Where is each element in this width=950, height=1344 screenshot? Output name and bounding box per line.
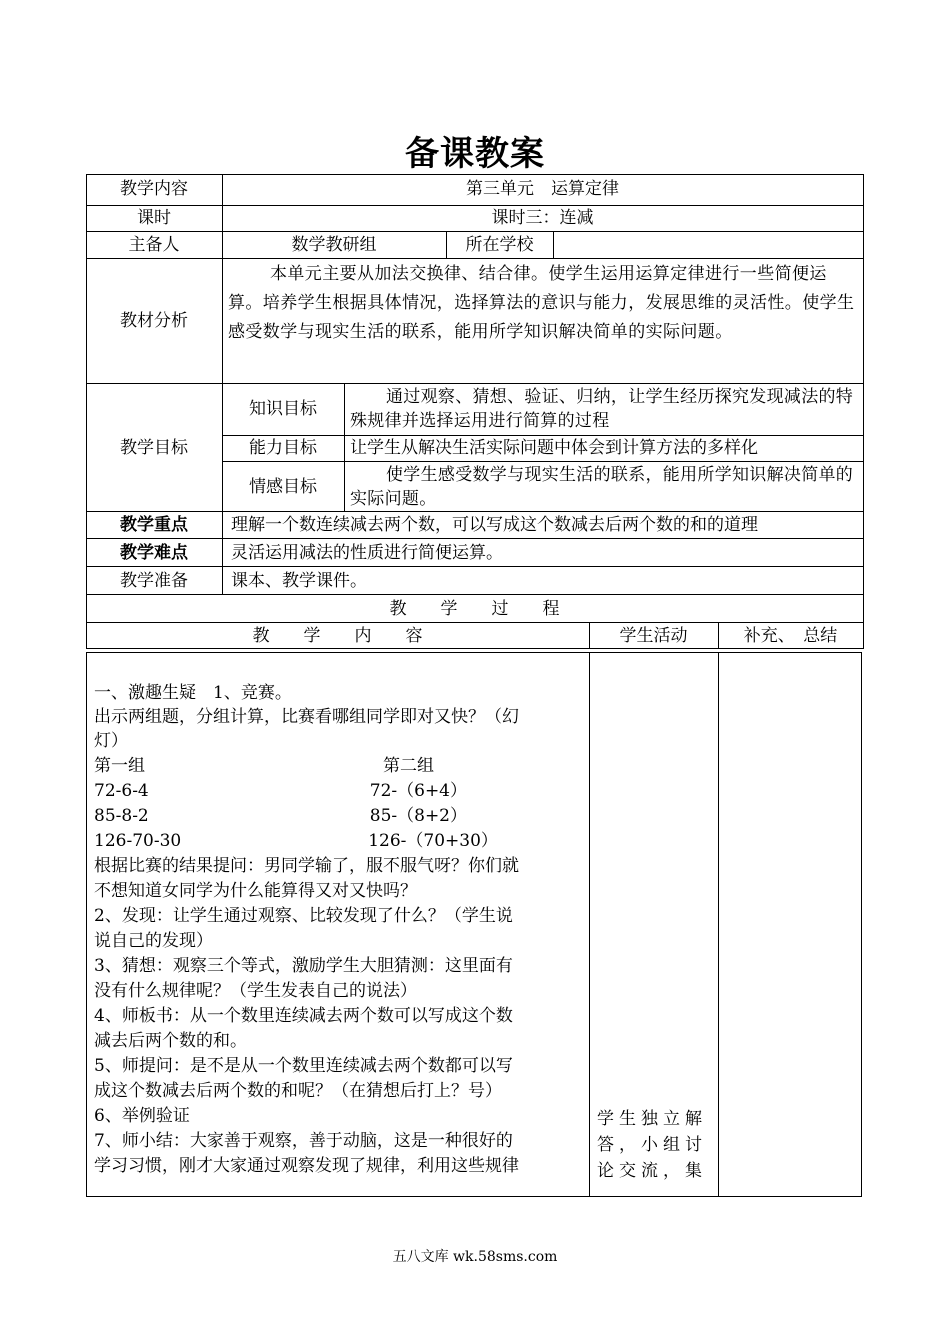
rule bbox=[86, 174, 864, 175]
body-line: 4、师板书：从一个数里连续减去两个数可以写成这个数 bbox=[94, 1006, 513, 1026]
goal-ability-text: 让学生从解决生活实际问题中体会到计算方法的多样化 bbox=[350, 438, 758, 458]
body-line: 根据比赛的结果提问：男同学输了，服不服气呀？你们就 bbox=[94, 856, 519, 876]
key-text: 理解一个数连续减去两个数，可以写成这个数减去后两个数的和的道理 bbox=[231, 515, 758, 535]
goal-knowledge-label: 知识目标 bbox=[249, 399, 317, 419]
body-line: 成这个数减去后两个数的和呢？（在猜想后打上？号） bbox=[94, 1081, 502, 1101]
rule bbox=[86, 538, 864, 539]
rule bbox=[86, 566, 864, 567]
difficulty-label: 教学难点 bbox=[120, 543, 188, 563]
body-line: 第一组 第二组 bbox=[94, 756, 434, 776]
rule bbox=[589, 652, 590, 1196]
goal-emotion-label: 情感目标 bbox=[249, 477, 317, 497]
preparer-label: 主备人 bbox=[128, 235, 180, 255]
rule bbox=[861, 652, 862, 1196]
body-line: 7、师小结：大家善于观察，善于动脑，这是一种很好的 bbox=[94, 1131, 513, 1151]
body-line: 灯） bbox=[94, 731, 128, 751]
body-line: 3、猜想：观察三个等式，激励学生大胆猜测：这里面有 bbox=[94, 956, 513, 976]
footer-watermark: 五八文库 wk.58sms.com bbox=[392, 1249, 558, 1265]
body-line: 减去后两个数的和。 bbox=[94, 1031, 247, 1051]
rule bbox=[553, 231, 554, 258]
body-line: 85-8-2 85-（8+2） bbox=[94, 806, 468, 826]
rule bbox=[86, 231, 864, 232]
process-header: 教 学 过 程 bbox=[389, 599, 560, 619]
rule bbox=[222, 461, 864, 462]
body-line: 126-70-30 126-（70+30） bbox=[94, 831, 498, 851]
rule bbox=[86, 652, 87, 1196]
rule bbox=[718, 652, 719, 1196]
rule bbox=[86, 622, 864, 623]
rule bbox=[86, 594, 864, 595]
rule bbox=[344, 383, 345, 511]
col-student-header: 学生活动 bbox=[619, 626, 688, 646]
school-label: 所在学校 bbox=[465, 235, 534, 255]
page-title: 备课教案 bbox=[405, 134, 545, 174]
rule bbox=[863, 174, 864, 648]
body-line: 出示两组题，分组计算，比赛看哪组同学即对又快？（幻 bbox=[94, 707, 519, 727]
student-activity-text: 学生独立解答，小组讨论交流，集 bbox=[597, 1109, 707, 1181]
goals-label: 教学目标 bbox=[120, 438, 188, 458]
goal-knowledge-text: 通过观察、猜想、验证、归纳，让学生经历探究发现减法的特殊规律并选择运用进行简算的过程 bbox=[350, 387, 854, 431]
prep-text: 课本、教学课件。 bbox=[231, 571, 367, 591]
col-notes-header: 补充、 总结 bbox=[743, 626, 838, 646]
difficulty-text: 灵活运用减法的性质进行简便运算。 bbox=[231, 543, 503, 563]
body-line: 不想知道女同学为什么能算得又对又快吗？ bbox=[94, 881, 417, 901]
content-label: 教学内容 bbox=[120, 179, 188, 199]
goal-ability-label: 能力目标 bbox=[249, 438, 317, 458]
body-line: 5、师提问：是不是从一个数里连续减去两个数都可以写 bbox=[94, 1056, 513, 1076]
period-value: 课时三：连减 bbox=[491, 208, 594, 228]
body-line: 没有什么规律呢？（学生发表自己的说法） bbox=[94, 981, 417, 1001]
period-label: 课时 bbox=[137, 208, 171, 228]
content-value: 第三单元 运算定律 bbox=[466, 179, 619, 199]
preparer-value: 数学教研组 bbox=[291, 235, 377, 255]
rule bbox=[86, 383, 864, 384]
body-line: 说自己的发现） bbox=[94, 931, 213, 951]
rule bbox=[86, 511, 864, 512]
prep-label: 教学准备 bbox=[120, 571, 188, 591]
rule bbox=[86, 258, 864, 259]
analysis-label: 教材分析 bbox=[120, 311, 188, 331]
body-line: 一、激趣生疑 1、竞赛。 bbox=[94, 683, 292, 703]
key-label: 教学重点 bbox=[120, 515, 188, 535]
rule bbox=[86, 648, 864, 649]
analysis-text: 本单元主要从加法交换律、结合律。使学生运用运算定律进行一些简便运算。培养学生根据具体情况，选择算法的意识与能力，发展思维的灵活性。使学生感受数学与现实生活的联系，能用所学知识解决简单的实际问题。 bbox=[228, 264, 855, 342]
body-line: 2、发现：让学生通过观察、比较发现了什么？（学生说 bbox=[94, 906, 513, 926]
goal-emotion-text: 使学生感受数学与现实生活的联系，能用所学知识解决简单的实际问题。 bbox=[350, 465, 854, 509]
rule bbox=[86, 652, 862, 653]
rule bbox=[86, 1196, 862, 1197]
body-line: 学习习惯，刚才大家通过观察发现了规律，利用这些规律 bbox=[94, 1156, 519, 1176]
body-line: 6、举例验证 bbox=[94, 1106, 190, 1126]
col-content-header: 教 学 内 容 bbox=[252, 626, 423, 646]
body-line: 72-6-4 72-（6+4） bbox=[94, 781, 468, 801]
